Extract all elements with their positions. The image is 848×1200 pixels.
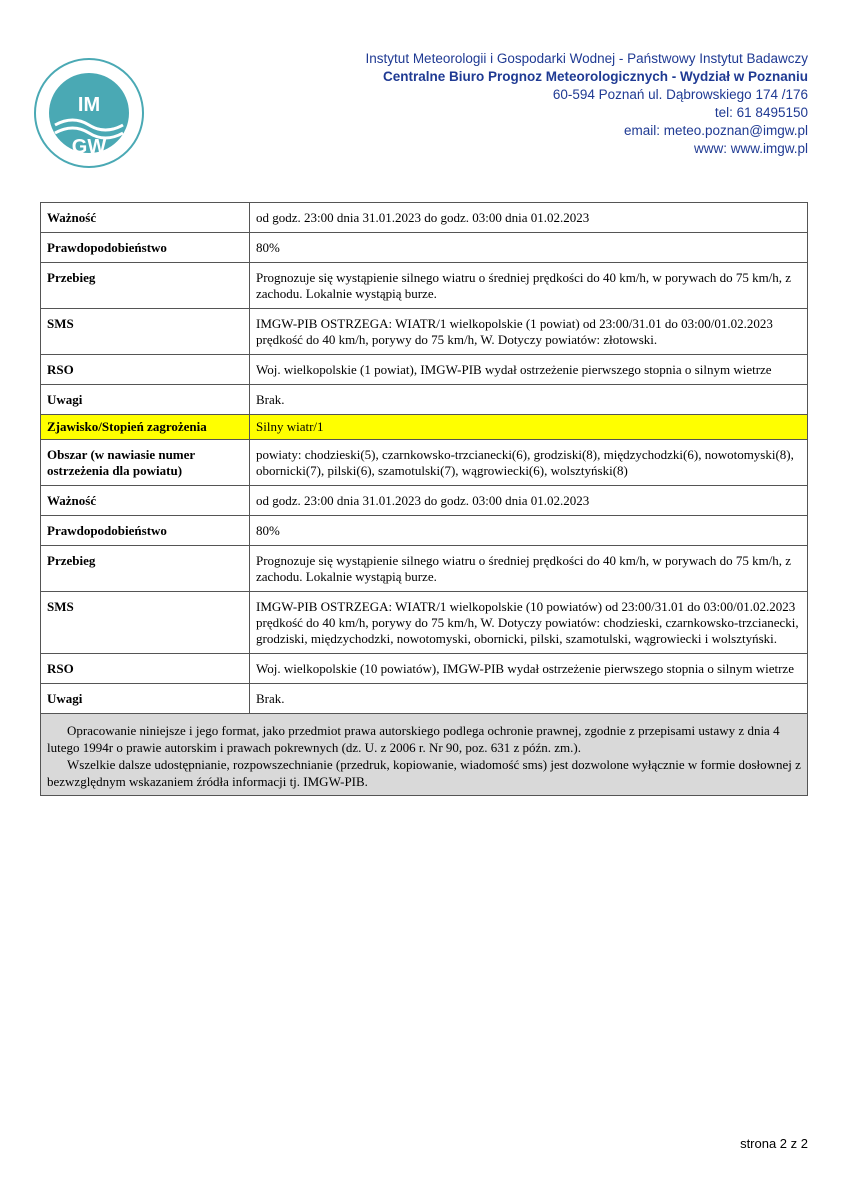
sms-value: IMGW-PIB OSTRZEGA: WIATR/1 wielkopolskie (10 powiatów) od 23:00/31.01 do 03:00/01.02.2023 prędkość do 40 km/h, porywy do 75 km/h, W. Dotyczy powiatów: chodzieski, czarnkowsko-trzcianecki, grodziski, międzychodzki, nowotomyski, obornicki, pilski, szamotulski, wągrowiecki i wolsztyński. <box>250 592 808 654</box>
distribution-text: Wszelkie dalsze udostępnianie, rozpowszechnianie (przedruk, kopiowanie, wiadomość sms) jest dozwolone wyłącznie w formie dosłownej z bezwzględnym wskazaniem źródła informacji tj. IMGW-PIB. <box>47 757 801 789</box>
imgw-logo <box>33 57 145 169</box>
table-row <box>41 203 808 233</box>
table-row <box>41 546 808 592</box>
table-row <box>41 385 808 415</box>
email: email: meteo.poznan@imgw.pl <box>623 123 808 138</box>
course-value: Prognozuje się wystąpienie silnego wiatru o średniej prędkości do 40 km/h, w porywach do 75 km/h, z zachodu. Lokalnie wystąpią burze. <box>250 263 808 309</box>
validity-value: od godz. 23:00 dnia 31.01.2023 do godz. 03:00 dnia 01.02.2023 <box>250 203 808 233</box>
course-label: Przebieg <box>41 546 250 592</box>
table-row <box>41 415 808 440</box>
sms-value: IMGW-PIB OSTRZEGA: WIATR/1 wielkopolskie (1 powiat) od 23:00/31.01 do 03:00/01.02.2023 prędkość do 40 km/h, porywy do 75 km/h, W. Dotyczy powiatów: złotowski. <box>250 309 808 355</box>
copyright-text: Opracowanie niniejsze i jego format, jako przedmiot prawa autorskiego podlega ochronie prawnej, zgodnie z przepisami ustawy z dnia 4 lutego 1994r o prawie autorskim i prawach pokrewnych (dz. U. z 2006 r. Nr 90, poz. 631 z późn. zm.). <box>47 723 780 755</box>
probability-value: 80% <box>250 233 808 263</box>
rso-label: RSO <box>41 355 250 385</box>
copyright-notice <box>41 714 808 796</box>
course-value: Prognozuje się wystąpienie silnego wiatru o średniej prędkości do 40 km/h, w porywach do 75 km/h, z zachodu. Lokalnie wystąpią burze. <box>250 546 808 592</box>
copyright-row <box>41 714 808 796</box>
validity-value: od godz. 23:00 dnia 31.01.2023 do godz. 03:00 dnia 01.02.2023 <box>250 486 808 516</box>
area-value: powiaty: chodzieski(5), czarnkowsko-trzcianecki(6), grodziski(8), międzychodzki(6), nowotomyski(8), obornicki(7), pilski(6), szamotulski(7), wągrowiecki(6), wolsztyński(8) <box>250 440 808 486</box>
table-row <box>41 684 808 714</box>
notes-label: Uwagi <box>41 684 250 714</box>
phenomenon-label: Zjawisko/Stopień zagrożenia <box>41 415 250 440</box>
notes-value: Brak. <box>250 684 808 714</box>
rso-value: Woj. wielkopolskie (1 powiat), IMGW-PIB wydał ostrzeżenie pierwszego stopnia o silnym wietrze <box>250 355 808 385</box>
institution-header <box>366 50 808 158</box>
sms-label: SMS <box>41 592 250 654</box>
probability-label: Prawdopodobieństwo <box>41 233 250 263</box>
table-row <box>41 516 808 546</box>
table-row <box>41 486 808 516</box>
table-row <box>41 263 808 309</box>
validity-label: Ważność <box>41 486 250 516</box>
probability-label: Prawdopodobieństwo <box>41 516 250 546</box>
course-label: Przebieg <box>41 263 250 309</box>
institute-name: Instytut Meteorologii i Gospodarki Wodnej - Państwowy Instytut Badawczy <box>365 51 808 66</box>
svg-text:GW: GW <box>71 136 107 158</box>
notes-value: Brak. <box>250 385 808 415</box>
table-row <box>41 355 808 385</box>
probability-value: 80% <box>250 516 808 546</box>
rso-value: Woj. wielkopolskie (10 powiatów), IMGW-PIB wydał ostrzeżenie pierwszego stopnia o silnym wietrze <box>250 654 808 684</box>
area-label: Obszar (w nawiasie numer ostrzeżenia dla powiatu) <box>41 440 250 486</box>
address: 60-594 Poznań ul. Dąbrowskiego 174 /176 <box>552 87 808 102</box>
table-row <box>41 309 808 355</box>
notes-label: Uwagi <box>41 385 250 415</box>
validity-label: Ważność <box>41 203 250 233</box>
website: www: www.imgw.pl <box>693 141 808 156</box>
table-row <box>41 592 808 654</box>
table-row <box>41 654 808 684</box>
office-name: Centralne Biuro Prognoz Meteorologicznych - Wydział w Poznaniu <box>382 69 808 84</box>
page-number: strona 2 z 2 <box>740 1136 808 1151</box>
phone: tel: 61 8495150 <box>714 105 808 120</box>
svg-text:IM: IM <box>77 94 101 116</box>
table-row <box>41 233 808 263</box>
phenomenon-value: Silny wiatr/1 <box>250 415 808 440</box>
sms-label: SMS <box>41 309 250 355</box>
warning-table <box>40 202 808 796</box>
rso-label: RSO <box>41 654 250 684</box>
table-row <box>41 440 808 486</box>
